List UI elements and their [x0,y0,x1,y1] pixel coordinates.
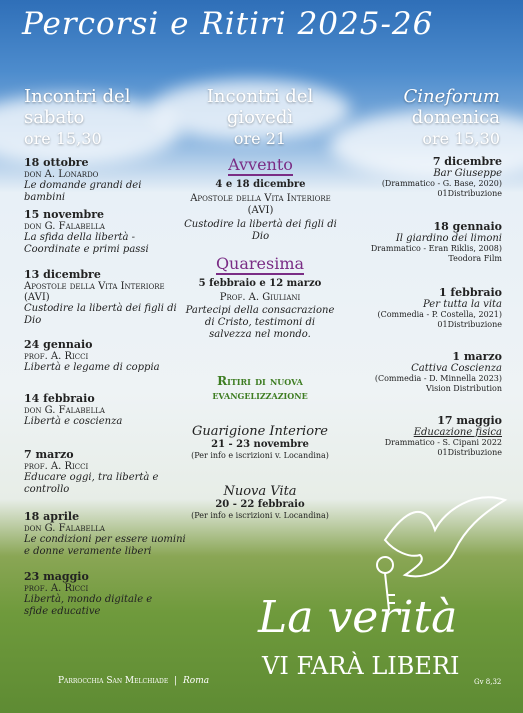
left-item [24,208,174,256]
ritiro-date: 20 - 22 febbraio [215,499,305,510]
film-distributor: 01Distribuzione [437,189,502,198]
center-head-line: giovedì [226,107,294,128]
left-item [24,570,174,618]
item-speaker: don G. Falabella [24,523,105,534]
item-date: 18 aprile [24,510,80,523]
left-item [24,156,184,204]
footer-parish [58,676,209,686]
item-topic: La sfida della libertà - Coordinate e primi passi [24,232,149,255]
film-title: Per tutta la vita [423,299,502,310]
film-title: Cattiva Coscienza [411,363,502,374]
film-meta: (Drammatico - G. Base, 2020) [381,179,502,188]
film-meta: Drammatico - Eran Riklis, 2008) [370,244,502,253]
item-date: 7 marzo [24,448,74,461]
item-speaker: prof. A. Ricci [24,351,89,362]
slogan-line-1: La verità [258,592,458,643]
avvento-date: 4 e 18 dicembre [215,179,306,190]
item-speaker: don G. Falabella [24,405,105,416]
quaresima-speaker: Prof. A. Giuliani [219,292,301,303]
film-meta: Drammatico - S. Cipani 2022 [384,438,502,447]
ritiri-title: Ritiri di nuova [217,374,303,388]
left-head-line: sabato [24,107,85,128]
ritiro-date: 21 - 23 novembre [211,439,309,450]
item-date: 13 dicembre [24,268,101,281]
left-head-time: ore 15,30 [24,129,102,148]
film-date: 1 marzo [452,350,502,363]
item-speaker: prof. A. Ricci [24,583,89,594]
left-head-line: Incontri del [24,86,131,107]
item-topic: Libertà, mondo digitale e sfide educative [24,594,153,617]
film-title: Bar Giuseppe [433,168,502,179]
quaresima-section [185,254,335,341]
left-item [24,268,179,327]
ritiro-item [185,424,335,462]
right-head-line: domenica [411,107,500,128]
film-date: 1 febbraio [438,286,502,299]
item-date: 23 maggio [24,570,89,583]
item-speaker: don G. Falabella [24,221,105,232]
item-date: 18 ottobre [24,156,89,169]
avvento-title: Avvento [228,155,293,174]
item-speaker: prof. A. Ricci [24,461,89,472]
film-item [352,414,502,458]
parish-name: Parrocchia San Melchiade [58,676,169,686]
right-column-header [380,86,500,149]
film-distributor: Vision Distribution [425,384,502,393]
film-distributor: 01Distribuzione [437,448,502,457]
avvento-topic: Custodire la libertà dei figli di Dio [184,219,337,242]
right-head-line: Cineforum [403,86,500,107]
ritiro-name: Nuova Vita [223,484,297,499]
item-topic: Libertà e coscienza [24,416,123,427]
left-item [24,510,189,558]
center-head-time: ore 21 [233,129,287,148]
ritiro-name: Guarigione Interiore [192,424,328,439]
item-date: 14 febbraio [24,392,95,405]
ritiro-note: (Per info e iscrizioni v. Locandina) [191,511,329,520]
avvento-speaker: Apostole della Vita Interiore (AVI) [190,193,331,216]
poster-title: Percorsi e Ritiri 2025-26 [22,6,434,42]
item-topic: Educare oggi, tra libertà e controllo [24,472,159,495]
film-date: 18 gennaio [433,220,502,233]
bible-reference: Gv 8,32 [474,678,502,686]
center-head-line: Incontri del [206,86,314,107]
film-item [352,286,502,330]
film-item [352,220,502,264]
item-topic: Le domande grandi dei bambini [24,180,142,203]
film-meta: (Commedia - D. Minnella 2023) [374,374,502,383]
film-date: 17 maggio [437,414,502,427]
slogan-line-2: VI FARÀ LIBERI [262,652,460,680]
avvento-section [183,155,338,243]
item-topic: Libertà e legame di coppia [24,362,160,373]
center-column-header [190,86,330,149]
right-head-time: ore 15,30 [422,129,500,148]
film-distributor: Teodora Film [448,254,502,263]
footer-separator: | [174,676,178,686]
parish-city: Roma [183,676,210,686]
ritiro-note: (Per info e iscrizioni v. Locandina) [191,451,329,460]
film-title: Il giardino dei limoni [395,233,502,244]
film-distributor: 01Distribuzione [437,320,502,329]
film-item [352,155,502,199]
film-meta: (Commedia - P. Costella, 2021) [377,310,502,319]
film-title: Educazione fisica [413,427,502,438]
item-topic: Custodire la libertà dei figli di Dio [24,303,177,326]
item-speaker: don A. Lonardo [24,169,99,180]
left-item [24,392,184,428]
item-date: 24 gennaio [24,338,93,351]
left-column-header [24,86,174,149]
left-item [24,338,184,374]
ritiro-item [185,484,335,522]
ritiri-section [185,374,335,402]
quaresima-topic: Partecipi della consacrazione di Cristo, testimoni di salvezza nel mondo. [185,305,335,340]
quaresima-date: 5 febbraio e 12 marzo [198,278,322,289]
item-topic: Le condizioni per essere uomini e donne veramente liberi [24,534,186,557]
ritiri-title: evangelizzazione [212,388,308,402]
quaresima-title: Quaresima [215,254,305,273]
film-date: 7 dicembre [432,155,502,168]
film-item [352,350,502,394]
left-item [24,448,164,496]
item-date: 15 novembre [24,208,104,221]
item-speaker: Apostole della Vita Interiore (AVI) [24,281,165,303]
